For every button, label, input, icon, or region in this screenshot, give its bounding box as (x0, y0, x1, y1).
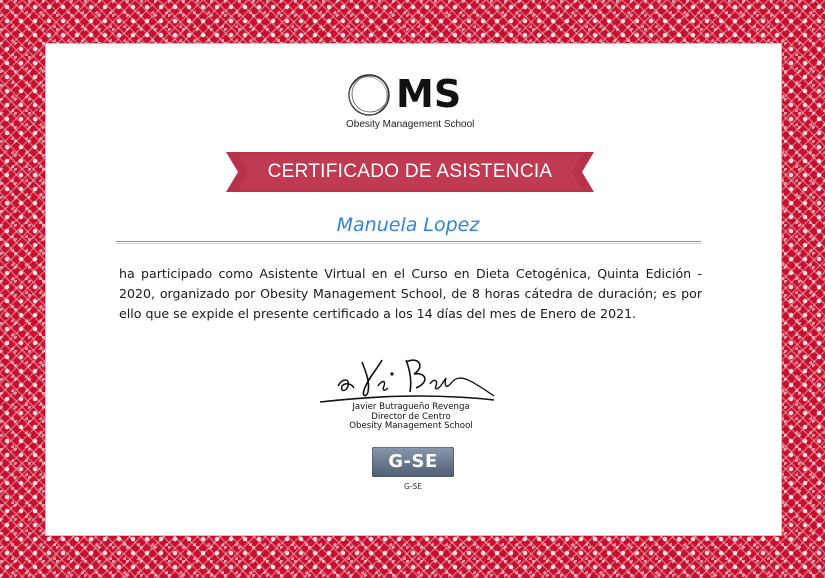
oms-logo (346, 72, 476, 134)
gse-caption: G-SE (403, 482, 423, 491)
logo-mark: MS (396, 72, 462, 116)
logo-subtitle: Obesity Management School (346, 119, 475, 130)
name-underline (116, 241, 701, 242)
gse-badge (372, 447, 454, 477)
signatory-block (330, 403, 492, 432)
name-underline-shadow (116, 243, 701, 244)
signatory-name: Javier Butragueño Revenga (352, 402, 470, 412)
certificate-body: ha participado como Asistente Virtual en el Curso en Dieta Cetogénica, Quinta Edición - 2020, organizado por Obesity Management School, de 8 horas cátedra de duración; es por ello que se expide el presente certificado a los 14 días del mes de Enero de 2021. (119, 266, 702, 321)
recipient-name: Manuela Lopez (336, 214, 480, 236)
logo-circle-icon (346, 72, 396, 118)
signatory-role: Director de Centro (371, 411, 451, 422)
handwritten-signature (318, 352, 496, 408)
certificate-title: CERTIFICADO DE ASISTENCIA (267, 161, 553, 182)
title-ribbon (226, 152, 594, 192)
gse-badge-label: G-SE (388, 451, 438, 472)
signatory-organization: Obesity Management School (349, 421, 473, 431)
